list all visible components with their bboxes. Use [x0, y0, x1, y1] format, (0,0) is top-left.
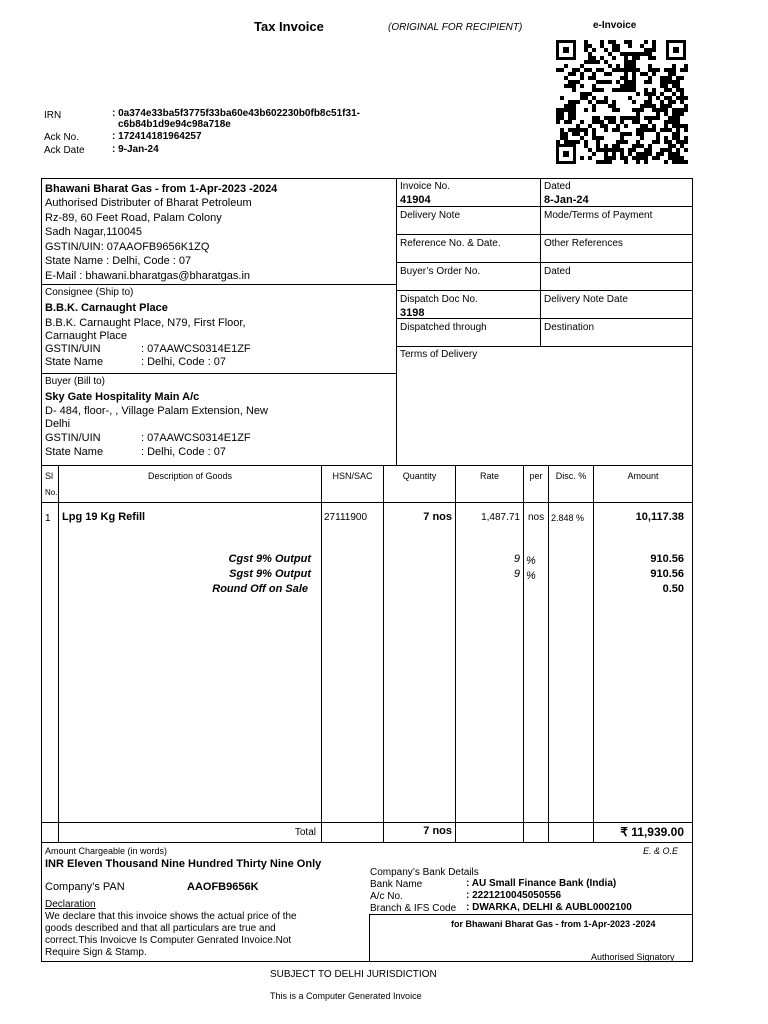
- consignee-address2: Carnaught Place: [45, 330, 127, 342]
- bank-name-value: : AU Small Finance Bank (India): [466, 878, 617, 889]
- total-qty: 7 nos: [423, 825, 452, 837]
- dispatched-through-label: Dispatched through: [400, 322, 487, 333]
- branch-label: Branch & IFS Code: [370, 903, 457, 914]
- buyer-state-label: State Name: [45, 446, 104, 458]
- computer-generated: This is a Computer Generated Invoice: [270, 991, 422, 1001]
- declaration-heading: Declaration: [45, 899, 96, 910]
- other-refs-label: Other References: [544, 238, 623, 249]
- consignee-name: B.B.K. Carnaught Place: [45, 302, 168, 314]
- buyer-gstin-value: : 07AAWCS0314E1ZF: [141, 432, 251, 444]
- row-rate: 1,487.71: [481, 512, 520, 523]
- declaration-line: goods described and that all particulars are true and: [45, 923, 276, 934]
- declaration-line: correct.This Invoicve Is Computer Genrated Invoice.Not: [45, 935, 292, 946]
- col-qty: Quantity: [402, 471, 437, 481]
- consignee-heading: Consignee (Ship to): [45, 287, 134, 298]
- destination-label: Destination: [544, 322, 595, 333]
- col-hsn: HSN/SAC: [332, 471, 373, 481]
- total-label: Total: [294, 827, 316, 838]
- row-per: nos: [528, 512, 545, 523]
- signatory: Authorised Signatory: [591, 952, 675, 962]
- for-company: for Bhawani Bharat Gas - from 1-Apr-2023 -2024: [451, 919, 656, 929]
- col-no: No.: [45, 488, 58, 497]
- irn-value: : 0a374e33ba5f3775f33ba60e43b602230b0fb8c51f31-: [112, 108, 360, 119]
- tax-amount: 910.56: [650, 553, 684, 565]
- tax-amount: 910.56: [650, 568, 684, 580]
- irn-value-cont: c6b84b1d9e94c98a718e: [118, 119, 231, 130]
- dated2-label: Dated: [544, 266, 571, 277]
- einvoice-label: e-Invoice: [593, 20, 637, 31]
- consignee-address1: B.B.K. Carnaught Place, N79, First Floor,: [45, 317, 246, 329]
- dated-value: 8-Jan-24: [544, 194, 589, 206]
- consignee-gstin-value: : 07AAWCS0314E1ZF: [141, 343, 251, 355]
- col-amount: Amount: [627, 471, 659, 481]
- ack-date-label: Ack Date: [44, 145, 85, 156]
- copy-label: (ORIGINAL FOR RECIPIENT): [388, 22, 523, 33]
- tax-amount: 0.50: [662, 583, 684, 595]
- tax-rate: 9: [513, 553, 520, 565]
- seller-state: State Name : Delhi, Code : 07: [45, 255, 192, 267]
- irn-label: IRN: [44, 110, 62, 121]
- declaration-line: We declare that this invoice shows the actual price of the: [45, 911, 297, 922]
- amount-words: INR Eleven Thousand Nine Hundred Thirty Nine Only: [45, 858, 322, 870]
- buyer-address1: D- 484, floor-, , Village Palam Extension, New: [45, 405, 268, 417]
- dispatch-doc-value: 3198: [400, 307, 425, 319]
- bank-heading: Company’s Bank Details: [370, 867, 479, 878]
- declaration-line: Require Sign & Stamp.: [45, 947, 147, 958]
- dated-label: Dated: [544, 181, 571, 192]
- row-qty: 7 nos: [423, 511, 452, 523]
- invoice-no: 41904: [400, 194, 431, 206]
- eoe-label: E. & O.E: [643, 846, 679, 856]
- buyer-state-value: : Delhi, Code : 07: [141, 446, 226, 458]
- buyer-address2: Delhi: [45, 418, 71, 430]
- seller-email: E-Mail : bhawani.bharatgas@bharatgas.in: [45, 270, 251, 282]
- ac-value: : 2221210045050556: [466, 890, 562, 901]
- tax-pct: %: [526, 570, 536, 582]
- delivery-note-date-label: Delivery Note Date: [544, 294, 628, 305]
- branch-value: : DWARKA, DELHI & AUBL0002100: [466, 902, 632, 913]
- pan-label: Company’s PAN: [45, 881, 125, 893]
- bank-name-label: Bank Name: [370, 879, 423, 890]
- col-desc: Description of Goods: [147, 471, 233, 481]
- buyer-heading: Buyer (Bill to): [45, 376, 106, 387]
- invoice-title: Tax Invoice: [254, 19, 324, 34]
- terms-delivery-label: Terms of Delivery: [400, 349, 478, 360]
- col-disc: Disc. %: [555, 471, 587, 481]
- ack-date-value: : 9-Jan-24: [112, 144, 159, 155]
- tax-rate: 9: [513, 568, 520, 580]
- jurisdiction: SUBJECT TO DELHI JURISDICTION: [270, 969, 437, 980]
- tax-pct: %: [526, 555, 536, 567]
- col-rate: Rate: [479, 471, 499, 481]
- ac-label: A/c No.: [370, 891, 403, 902]
- col-per: per: [529, 471, 543, 481]
- seller-name: Bhawani Bharat Gas - from 1-Apr-2023 -2024: [45, 183, 278, 195]
- total-amount: ₹ 11,939.00: [620, 825, 684, 839]
- row-hsn: 27111900: [324, 512, 368, 523]
- tax-label: Sgst 9% Output: [229, 568, 311, 580]
- seller-line1: Authorised Distributer of Bharat Petroleum: [45, 197, 252, 209]
- row-sl: 1: [45, 513, 51, 524]
- dispatch-doc-label: Dispatch Doc No.: [400, 294, 478, 305]
- buyer-gstin-label: GSTIN/UIN: [45, 432, 101, 444]
- consignee-state-label: State Name: [45, 356, 104, 368]
- consignee-state-value: : Delhi, Code : 07: [141, 356, 226, 368]
- buyer-name: Sky Gate Hospitality Main A/c: [45, 391, 200, 403]
- seller-line2: Rz-89, 60 Feet Road, Palam Colony: [45, 212, 222, 224]
- buyers-order-label: Buyer’s Order No.: [400, 266, 481, 277]
- tax-label: Cgst 9% Output: [228, 553, 311, 565]
- row-disc: 2.848 %: [551, 513, 585, 523]
- pan-value: AAOFB9656K: [187, 881, 259, 893]
- delivery-note-label: Delivery Note: [400, 210, 461, 221]
- tax-label: Round Off on Sale: [212, 583, 308, 595]
- row-desc: Lpg 19 Kg Refill: [62, 511, 146, 523]
- ack-no-label: Ack No.: [44, 132, 80, 143]
- reference-label: Reference No. & Date.: [400, 238, 501, 249]
- col-sl: Sl: [45, 471, 54, 481]
- invoice-no-label: Invoice No.: [400, 181, 451, 192]
- row-amount: 10,117.38: [635, 511, 684, 523]
- consignee-gstin-label: GSTIN/UIN: [45, 343, 101, 355]
- seller-line3: Sadh Nagar,110045: [45, 226, 143, 238]
- amount-words-label: Amount Chargeable (in words): [45, 846, 168, 856]
- ack-no-value: : 172414181964257: [112, 131, 202, 142]
- mode-terms-label: Mode/Terms of Payment: [544, 210, 653, 221]
- seller-gstin: GSTIN/UIN: 07AAOFB9656K1ZQ: [45, 241, 210, 253]
- qr-code: [556, 40, 686, 164]
